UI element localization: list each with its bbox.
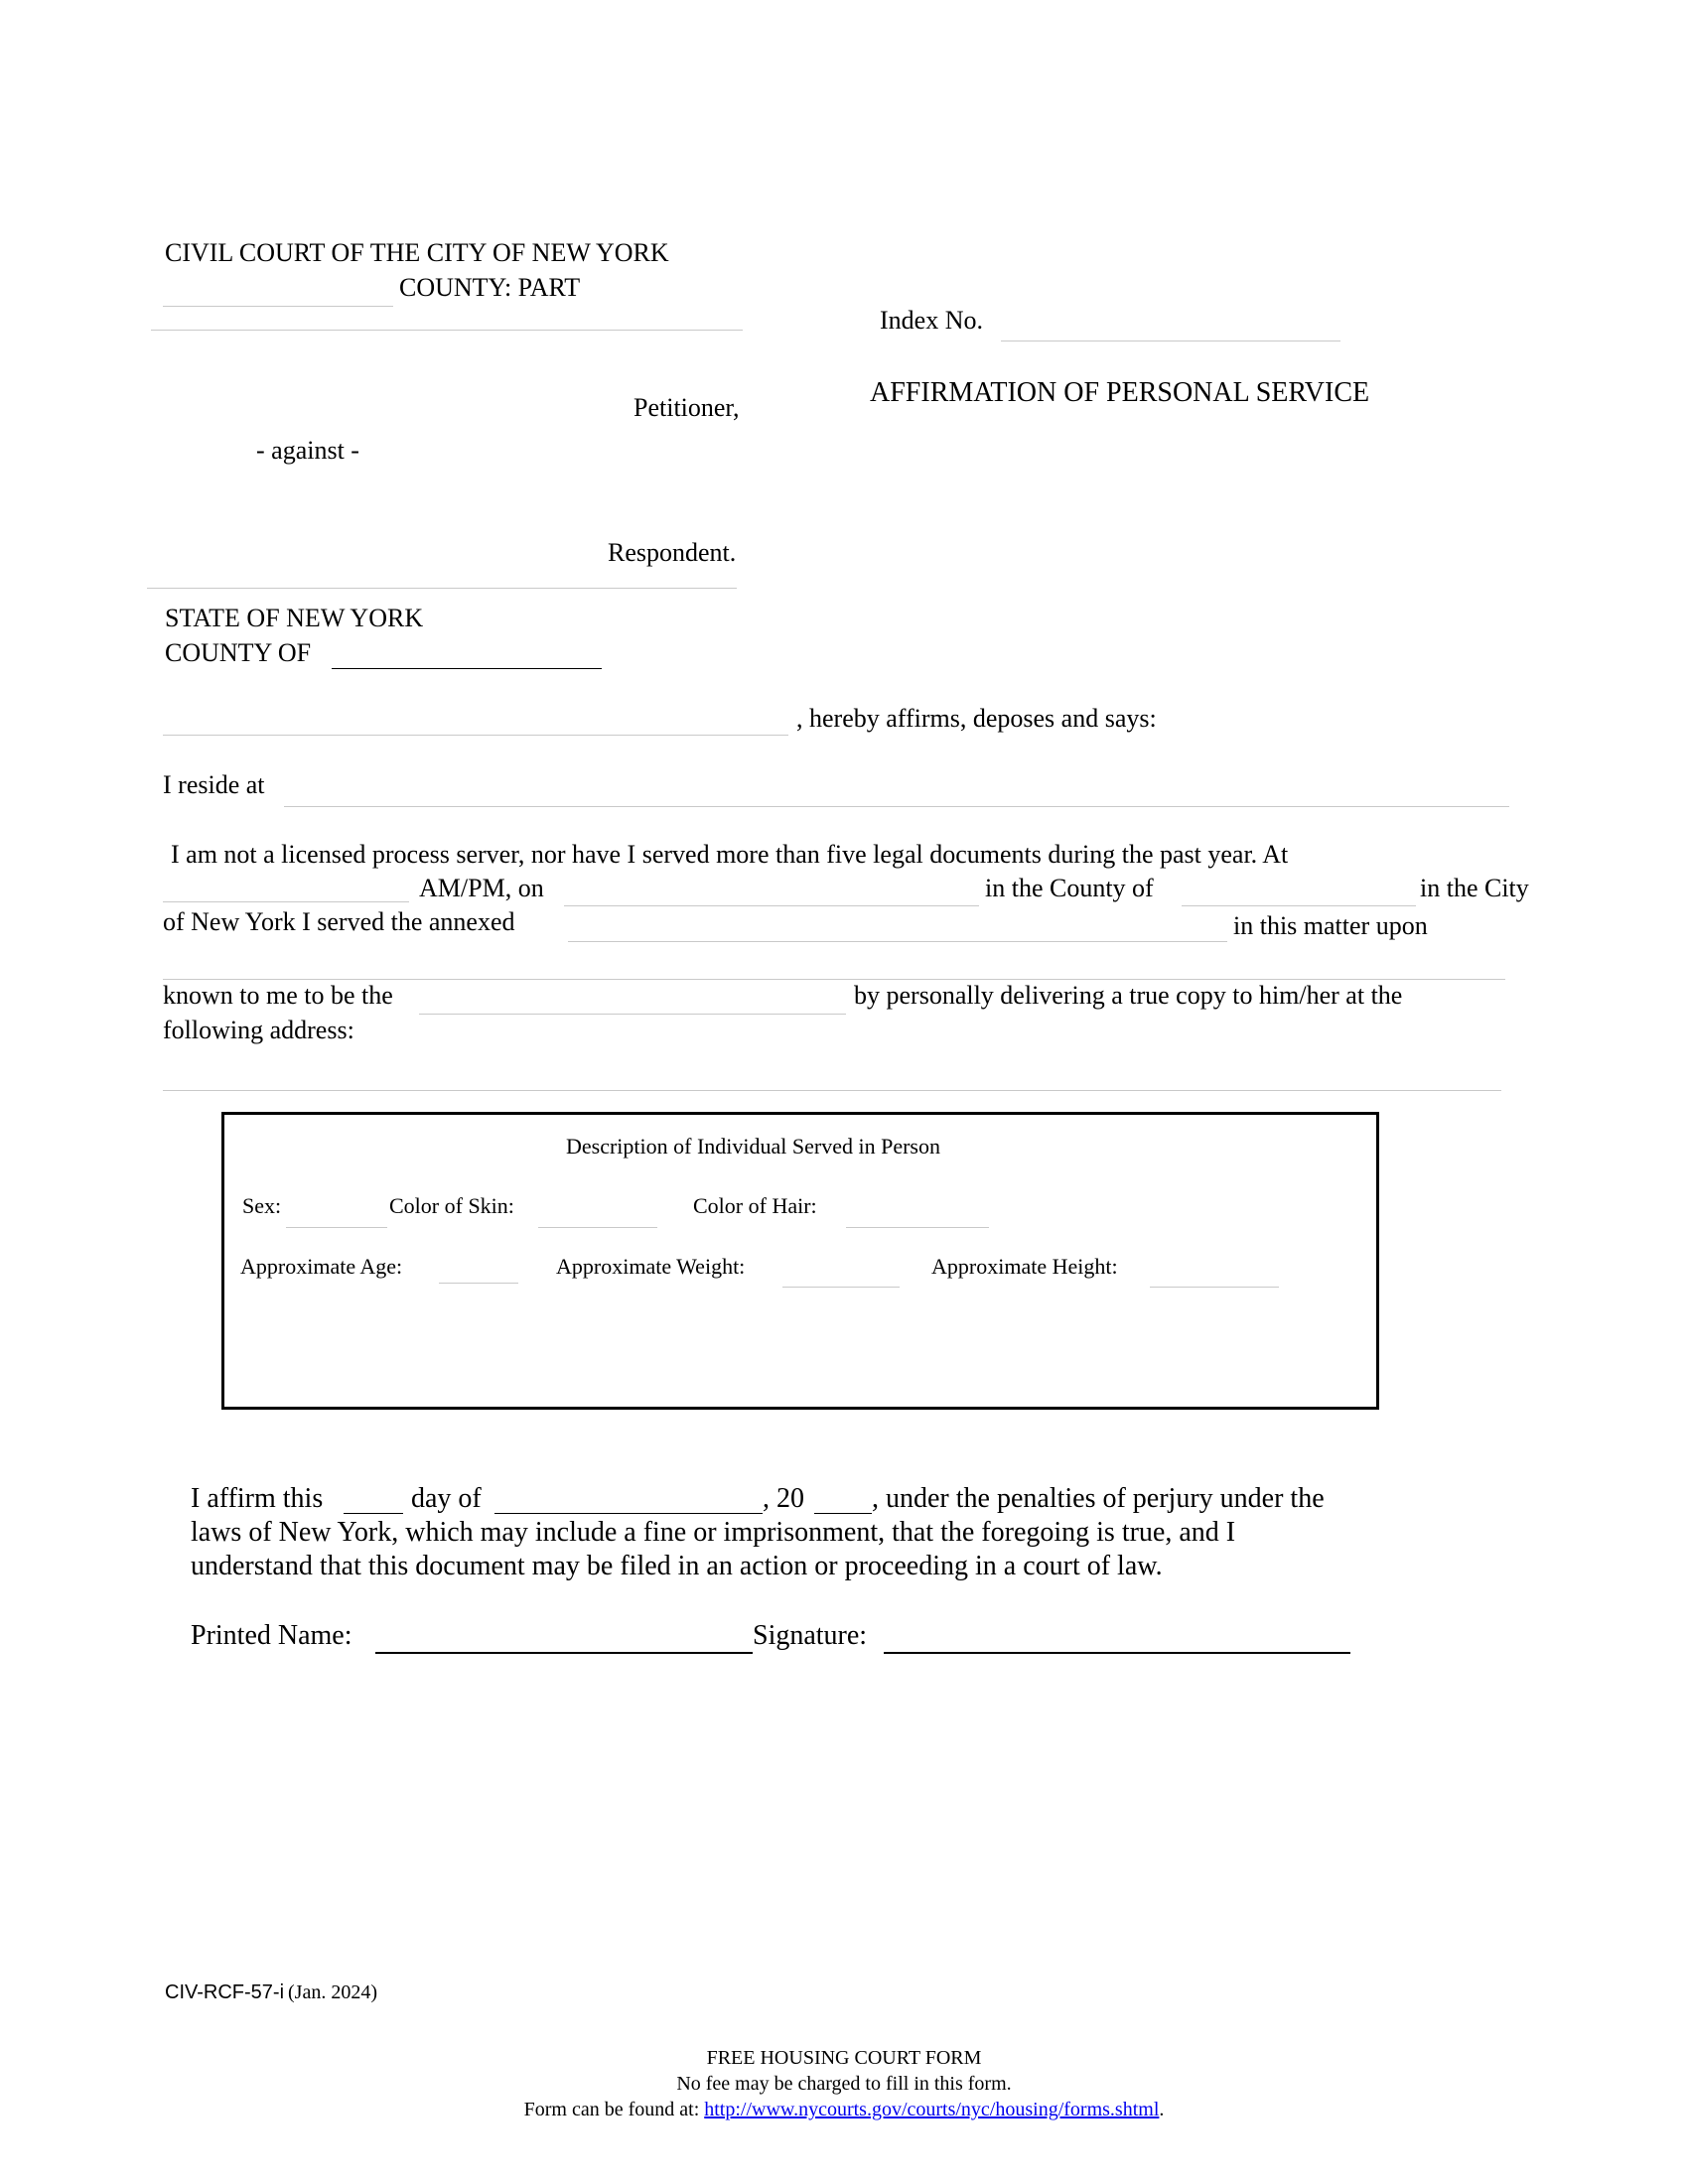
weight-label: Approximate Weight: xyxy=(556,1254,746,1279)
forms-url-link[interactable]: http://www.nycourts.gov/courts/nyc/housing/forms.shtml xyxy=(704,2099,1160,2120)
free-form-notice: FREE HOUSING COURT FORM xyxy=(706,2047,982,2069)
caption-divider-top xyxy=(151,330,743,331)
respondent-label: Respondent. xyxy=(608,538,737,567)
hair-field[interactable] xyxy=(846,1227,989,1228)
county-part-label: COUNTY: PART xyxy=(399,273,581,302)
county-of-label: COUNTY OF xyxy=(165,638,312,667)
year-field[interactable] xyxy=(814,1513,872,1514)
time-field[interactable] xyxy=(163,901,409,902)
printed-name-label: Printed Name: xyxy=(191,1620,352,1651)
petitioner-label: Petitioner, xyxy=(633,393,740,422)
county-name-field[interactable] xyxy=(163,306,393,307)
form-date: (Jan. 2024) xyxy=(288,1981,377,2003)
affirms-text: , hereby affirms, deposes and says: xyxy=(796,704,1157,733)
found-at-label: Form can be found at: xyxy=(523,2099,700,2120)
affirm-this-label: I affirm this xyxy=(191,1483,324,1514)
county-of-field[interactable] xyxy=(332,668,602,669)
county-in-label: in the County of xyxy=(985,874,1154,902)
city-label: in the City xyxy=(1420,874,1529,902)
age-label: Approximate Age: xyxy=(240,1254,403,1279)
skin-label: Color of Skin: xyxy=(389,1193,514,1218)
no-fee-notice: No fee may be charged to fill in this form. xyxy=(676,2073,1012,2095)
documents-served-field[interactable] xyxy=(568,941,1227,942)
relationship-field[interactable] xyxy=(419,1014,846,1015)
address-label: following address: xyxy=(163,1016,354,1044)
state-line: STATE OF NEW YORK xyxy=(165,604,424,632)
height-field[interactable] xyxy=(1150,1287,1279,1288)
age-field[interactable] xyxy=(439,1283,518,1284)
affiant-name-field[interactable] xyxy=(163,735,788,736)
printed-name-field[interactable] xyxy=(375,1652,753,1654)
county-served-field[interactable] xyxy=(1182,905,1416,906)
signature-label: Signature: xyxy=(753,1620,868,1651)
served-label: of New York I served the annexed xyxy=(163,907,515,936)
against-label: - against - xyxy=(256,436,359,465)
ampm-label: AM/PM, on xyxy=(419,874,544,902)
height-label: Approximate Height: xyxy=(931,1254,1118,1279)
month-field[interactable] xyxy=(494,1513,763,1514)
day-field[interactable] xyxy=(344,1513,403,1514)
statement-line-1: I am not a licensed process server, nor have I served more than five legal documents during the past year. At xyxy=(171,840,1289,869)
court-name: CIVIL COURT OF THE CITY OF NEW YORK xyxy=(165,238,669,267)
penalties-text: , under the penalties of perjury under the xyxy=(872,1483,1325,1514)
affirmation-line-2: laws of New York, which may include a fine or imprisonment, that the foregoing is true, and I xyxy=(191,1517,1236,1548)
reside-label: I reside at xyxy=(163,770,265,799)
service-address-field[interactable] xyxy=(163,1090,1501,1091)
hair-label: Color of Hair: xyxy=(693,1193,817,1218)
delivering-label: by personally delivering a true copy to him/her at the xyxy=(854,981,1403,1010)
form-code: CIV-RCF-57-i xyxy=(165,1981,285,2003)
url-period: . xyxy=(1159,2099,1165,2120)
document-title: AFFIRMATION OF PERSONAL SERVICE xyxy=(870,377,1370,408)
sex-field[interactable] xyxy=(286,1227,387,1228)
description-title: Description of Individual Served in Person xyxy=(566,1134,940,1159)
day-of-label: day of xyxy=(411,1483,482,1514)
form-location xyxy=(0,2099,1688,2121)
weight-field[interactable] xyxy=(782,1287,900,1288)
signature-field[interactable] xyxy=(884,1652,1350,1654)
year-prefix: , 20 xyxy=(763,1483,804,1514)
known-label: known to me to be the xyxy=(163,981,393,1010)
date-served-field[interactable] xyxy=(564,905,979,906)
caption-divider-bottom xyxy=(147,588,737,589)
matter-label: in this matter upon xyxy=(1233,911,1428,940)
skin-field[interactable] xyxy=(538,1227,657,1228)
person-served-field[interactable] xyxy=(163,979,1505,980)
form-code-block xyxy=(165,1981,377,2004)
sex-label: Sex: xyxy=(242,1193,282,1218)
affirmation-line-3: understand that this document may be filed in an action or proceeding in a court of law. xyxy=(191,1551,1163,1581)
residence-field[interactable] xyxy=(284,806,1509,807)
index-label: Index No. xyxy=(880,306,983,335)
